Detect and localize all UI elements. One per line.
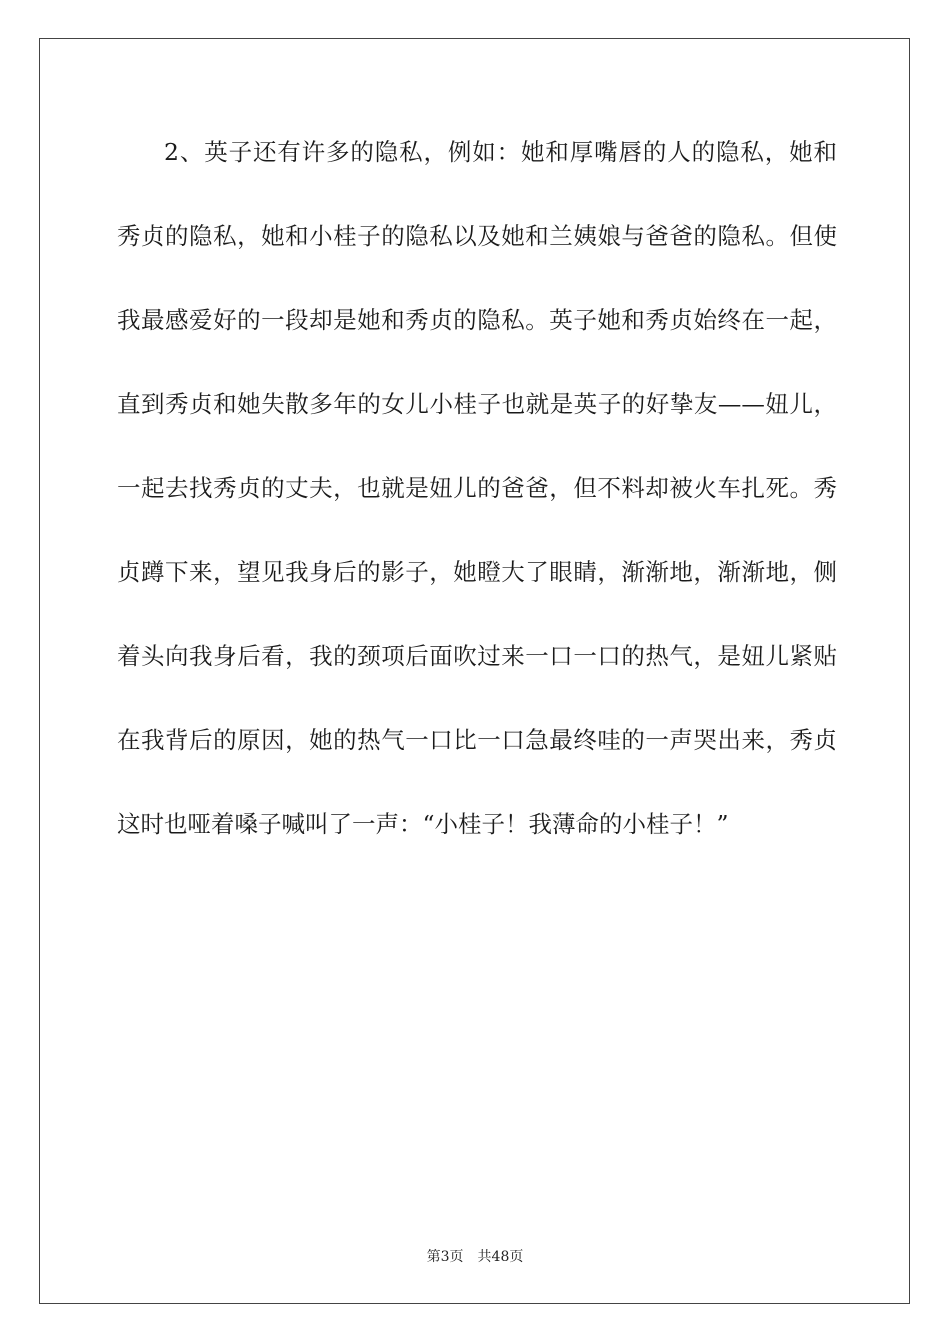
text-line-5: 一起去找秀贞的丈夫，也就是妞儿的爸爸，但不料却被火车扎死。秀 (117, 474, 837, 502)
text-line-2: 秀贞的隐私，她和小桂子的隐私以及她和兰姨娘与爸爸的隐私。但使 (117, 222, 837, 250)
text-line-9: 这时也哑着嗓子喊叫了一声：“小桂子！我薄命的小桂子！” (117, 810, 729, 838)
text-line-1: 2、英子还有许多的隐私，例如：她和厚嘴唇的人的隐私，她和 (164, 138, 837, 166)
page-footer (0, 1246, 950, 1266)
text-line-7: 着头向我身后看，我的颈项后面吹过来一口一口的热气，是妞儿紧贴 (117, 642, 837, 670)
page-total: 共48页 (477, 1249, 524, 1265)
text-line-6: 贞蹲下来，望见我身后的影子，她瞪大了眼睛，渐渐地，渐渐地，侧 (117, 558, 837, 586)
text-line-3: 我最感爱好的一段却是她和秀贞的隐私。英子她和秀贞始终在一起， (117, 306, 837, 334)
text-line-8: 在我背后的原因，她的热气一口比一口急最终哇的一声哭出来，秀贞 (117, 726, 837, 754)
page-number: 第3页 (426, 1249, 464, 1265)
body-text (117, 110, 837, 866)
text-line-4: 直到秀贞和她失散多年的女儿小桂子也就是英子的好挚友——妞儿， (117, 390, 837, 418)
